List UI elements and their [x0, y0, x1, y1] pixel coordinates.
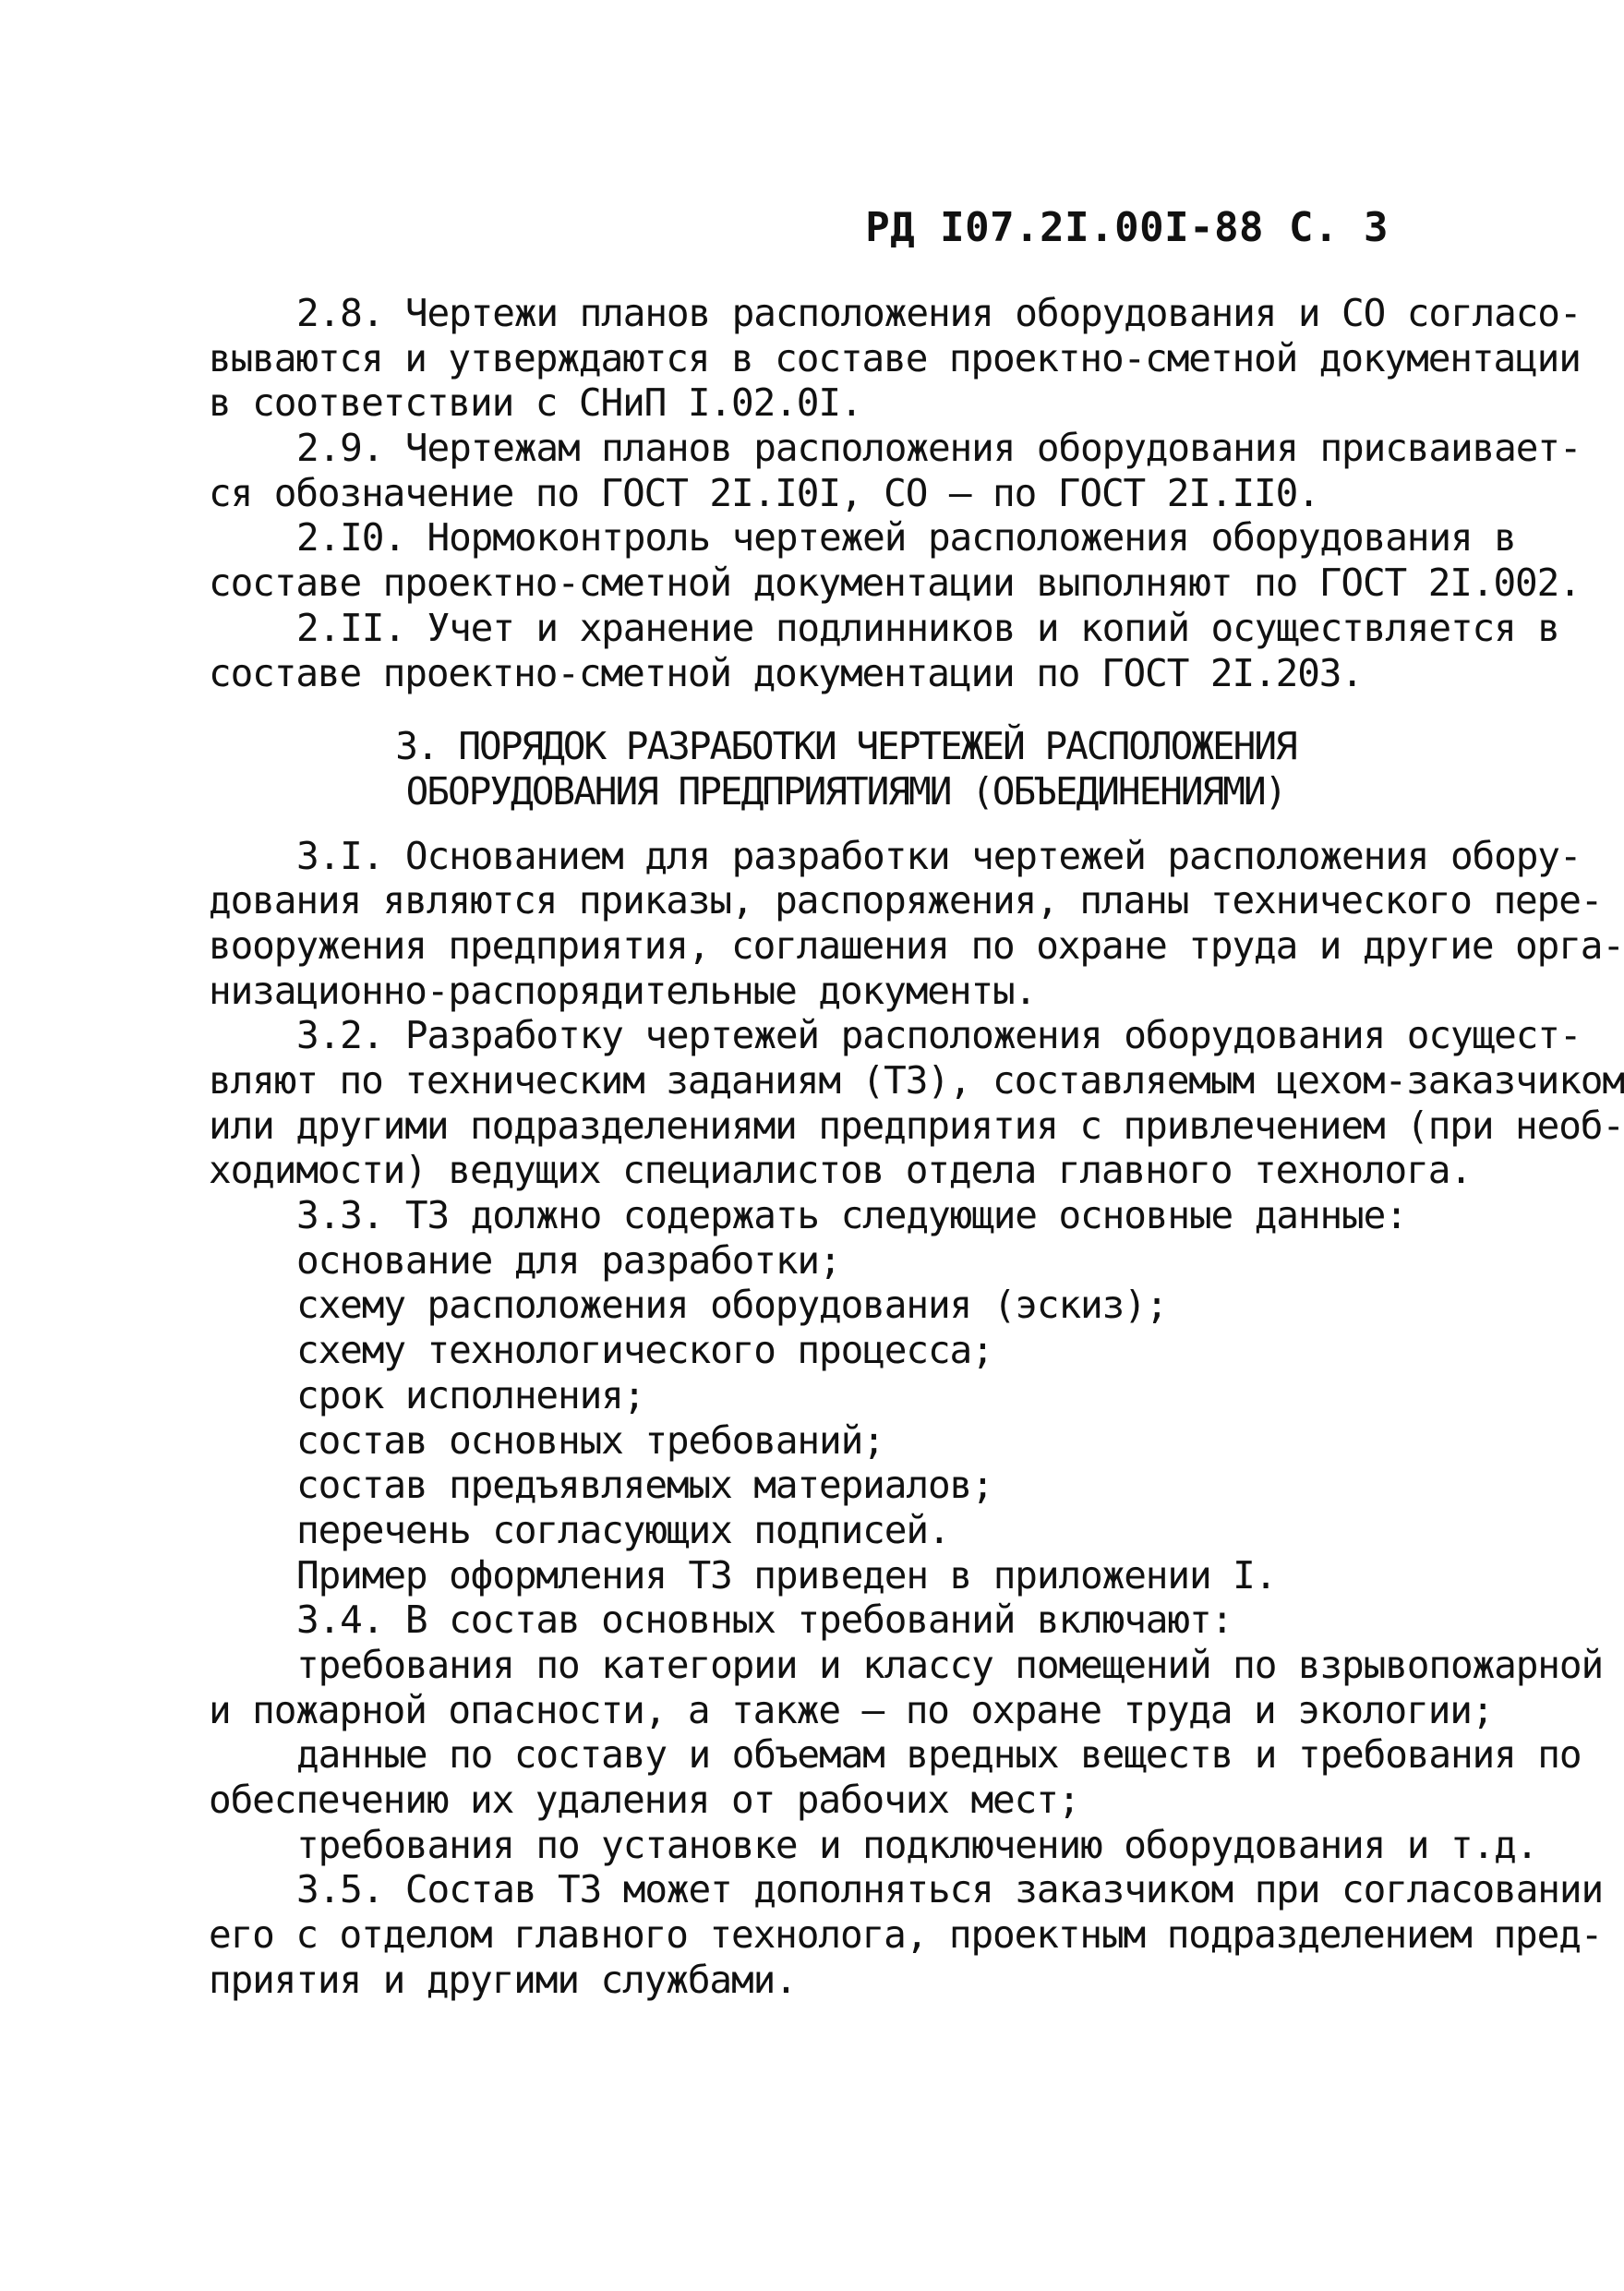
text-line: обеспечению их удаления от рабочих мест;: [209, 1778, 1080, 1822]
text-line: в соответствии с СНиП I.02.0I.: [209, 380, 862, 426]
text-line: приятия и другими службами.: [209, 1957, 797, 2002]
text-line: 3.2. Разработку чертежей расположения оборудования осущест-: [296, 1013, 1582, 1058]
text-line: 3.4. В состав основных требований включают:: [296, 1598, 1233, 1643]
list-item: состав основных требований;: [296, 1417, 884, 1463]
text-line: 3.5. Состав ТЗ может дополняться заказчиком при согласовании: [296, 1867, 1604, 1912]
text-line: вооружения предприятия, соглашения по охране труда и другие орга-: [209, 922, 1624, 968]
text-line: низационно-распорядительные документы.: [209, 968, 1037, 1013]
text-line: данные по составу и объемам вредных веществ и требования по: [296, 1732, 1582, 1778]
paragraph-3-5: [209, 1867, 1604, 2002]
text-line: вляют по техническим заданиям (ТЗ), составляемым цехом-заказчиком: [209, 1058, 1624, 1103]
text-line: 2.II. Учет и хранение подлинников и копий осуществляется в: [296, 605, 1559, 650]
paragraph-3-3: [209, 1193, 1427, 1598]
paragraph-2-10: [209, 515, 1581, 606]
text-line: и пожарной опасности, а также – по охране труда и экологии;: [209, 1687, 1494, 1732]
text-line: или другими подразделениями предприятия с привлечением (при необ-: [209, 1103, 1624, 1148]
text-line: вываются и утверждаются в составе проектно-сметной документации: [209, 335, 1581, 380]
text-line: 3.3. ТЗ должно содержать следующие основные данные:: [296, 1193, 1407, 1238]
list-item: схему расположения оборудования (эскиз);: [296, 1283, 1168, 1328]
text-line: требования по категории и классу помещений по взрывопожарной: [296, 1642, 1604, 1687]
section-3-heading: [209, 724, 1427, 814]
text-line: составе проектно-сметной документации выполняют по ГОСТ 2I.002.: [209, 561, 1581, 606]
paragraph-2-9: [209, 426, 1582, 515]
text-line: 3.I. Основанием для разработки чертежей расположения обору-: [296, 833, 1582, 878]
list-item: основание для разработки;: [296, 1237, 841, 1283]
heading-line: ОБОРУДОВАНИЯ ПРЕДПРИЯТИЯМИ (ОБЪЕДИНЕНИЯМИ): [405, 768, 1286, 814]
text-line: требования по установке и подключению оборудования и т.д.: [296, 1822, 1538, 1867]
text-line: составе проектно-сметной документации по ГОСТ 2I.203.: [209, 650, 1363, 695]
text-line: 2.I0. Нормоконтроль чертежей расположения оборудования в: [296, 515, 1516, 561]
text-line: ходимости) ведущих специалистов отдела главного технолога.: [209, 1148, 1472, 1193]
list-item: схему технологического процесса;: [296, 1328, 993, 1373]
paragraph-2-8: [209, 291, 1582, 426]
text-line: 2.9. Чертежам планов расположения оборудования присваивает-: [296, 426, 1582, 471]
page-header-doc-ref: РД I07.2I.00I-88 С. 3: [865, 204, 1389, 251]
document-body: [209, 291, 1624, 2002]
text-line: ся обозначение по ГОСТ 2I.I0I, СО – по ГОСТ 2I.II0.: [209, 470, 1319, 515]
list-item: срок исполнения;: [296, 1372, 645, 1417]
text-line: дования являются приказы, распоряжения, планы технического пере-: [209, 878, 1603, 923]
text-line: Пример оформления ТЗ приведен в приложении I.: [296, 1552, 1277, 1598]
paragraph-3-4: [209, 1598, 1604, 1867]
heading-line: 3. ПОРЯДОК РАЗРАБОТКИ ЧЕРТЕЖЕЙ РАСПОЛОЖЕНИЯ: [395, 724, 1296, 769]
paragraph-3-2: [209, 1013, 1624, 1193]
paragraph-2-11: [209, 605, 1559, 695]
text-line: его с отделом главного технолога, проектным подразделением пред-: [209, 1912, 1603, 1958]
list-item: состав предъявляемых материалов;: [296, 1463, 993, 1508]
text-line: 2.8. Чертежи планов расположения оборудования и СО согласо-: [296, 291, 1582, 335]
list-item: перечень согласующих подписей.: [296, 1507, 950, 1552]
paragraph-3-1: [209, 833, 1624, 1014]
